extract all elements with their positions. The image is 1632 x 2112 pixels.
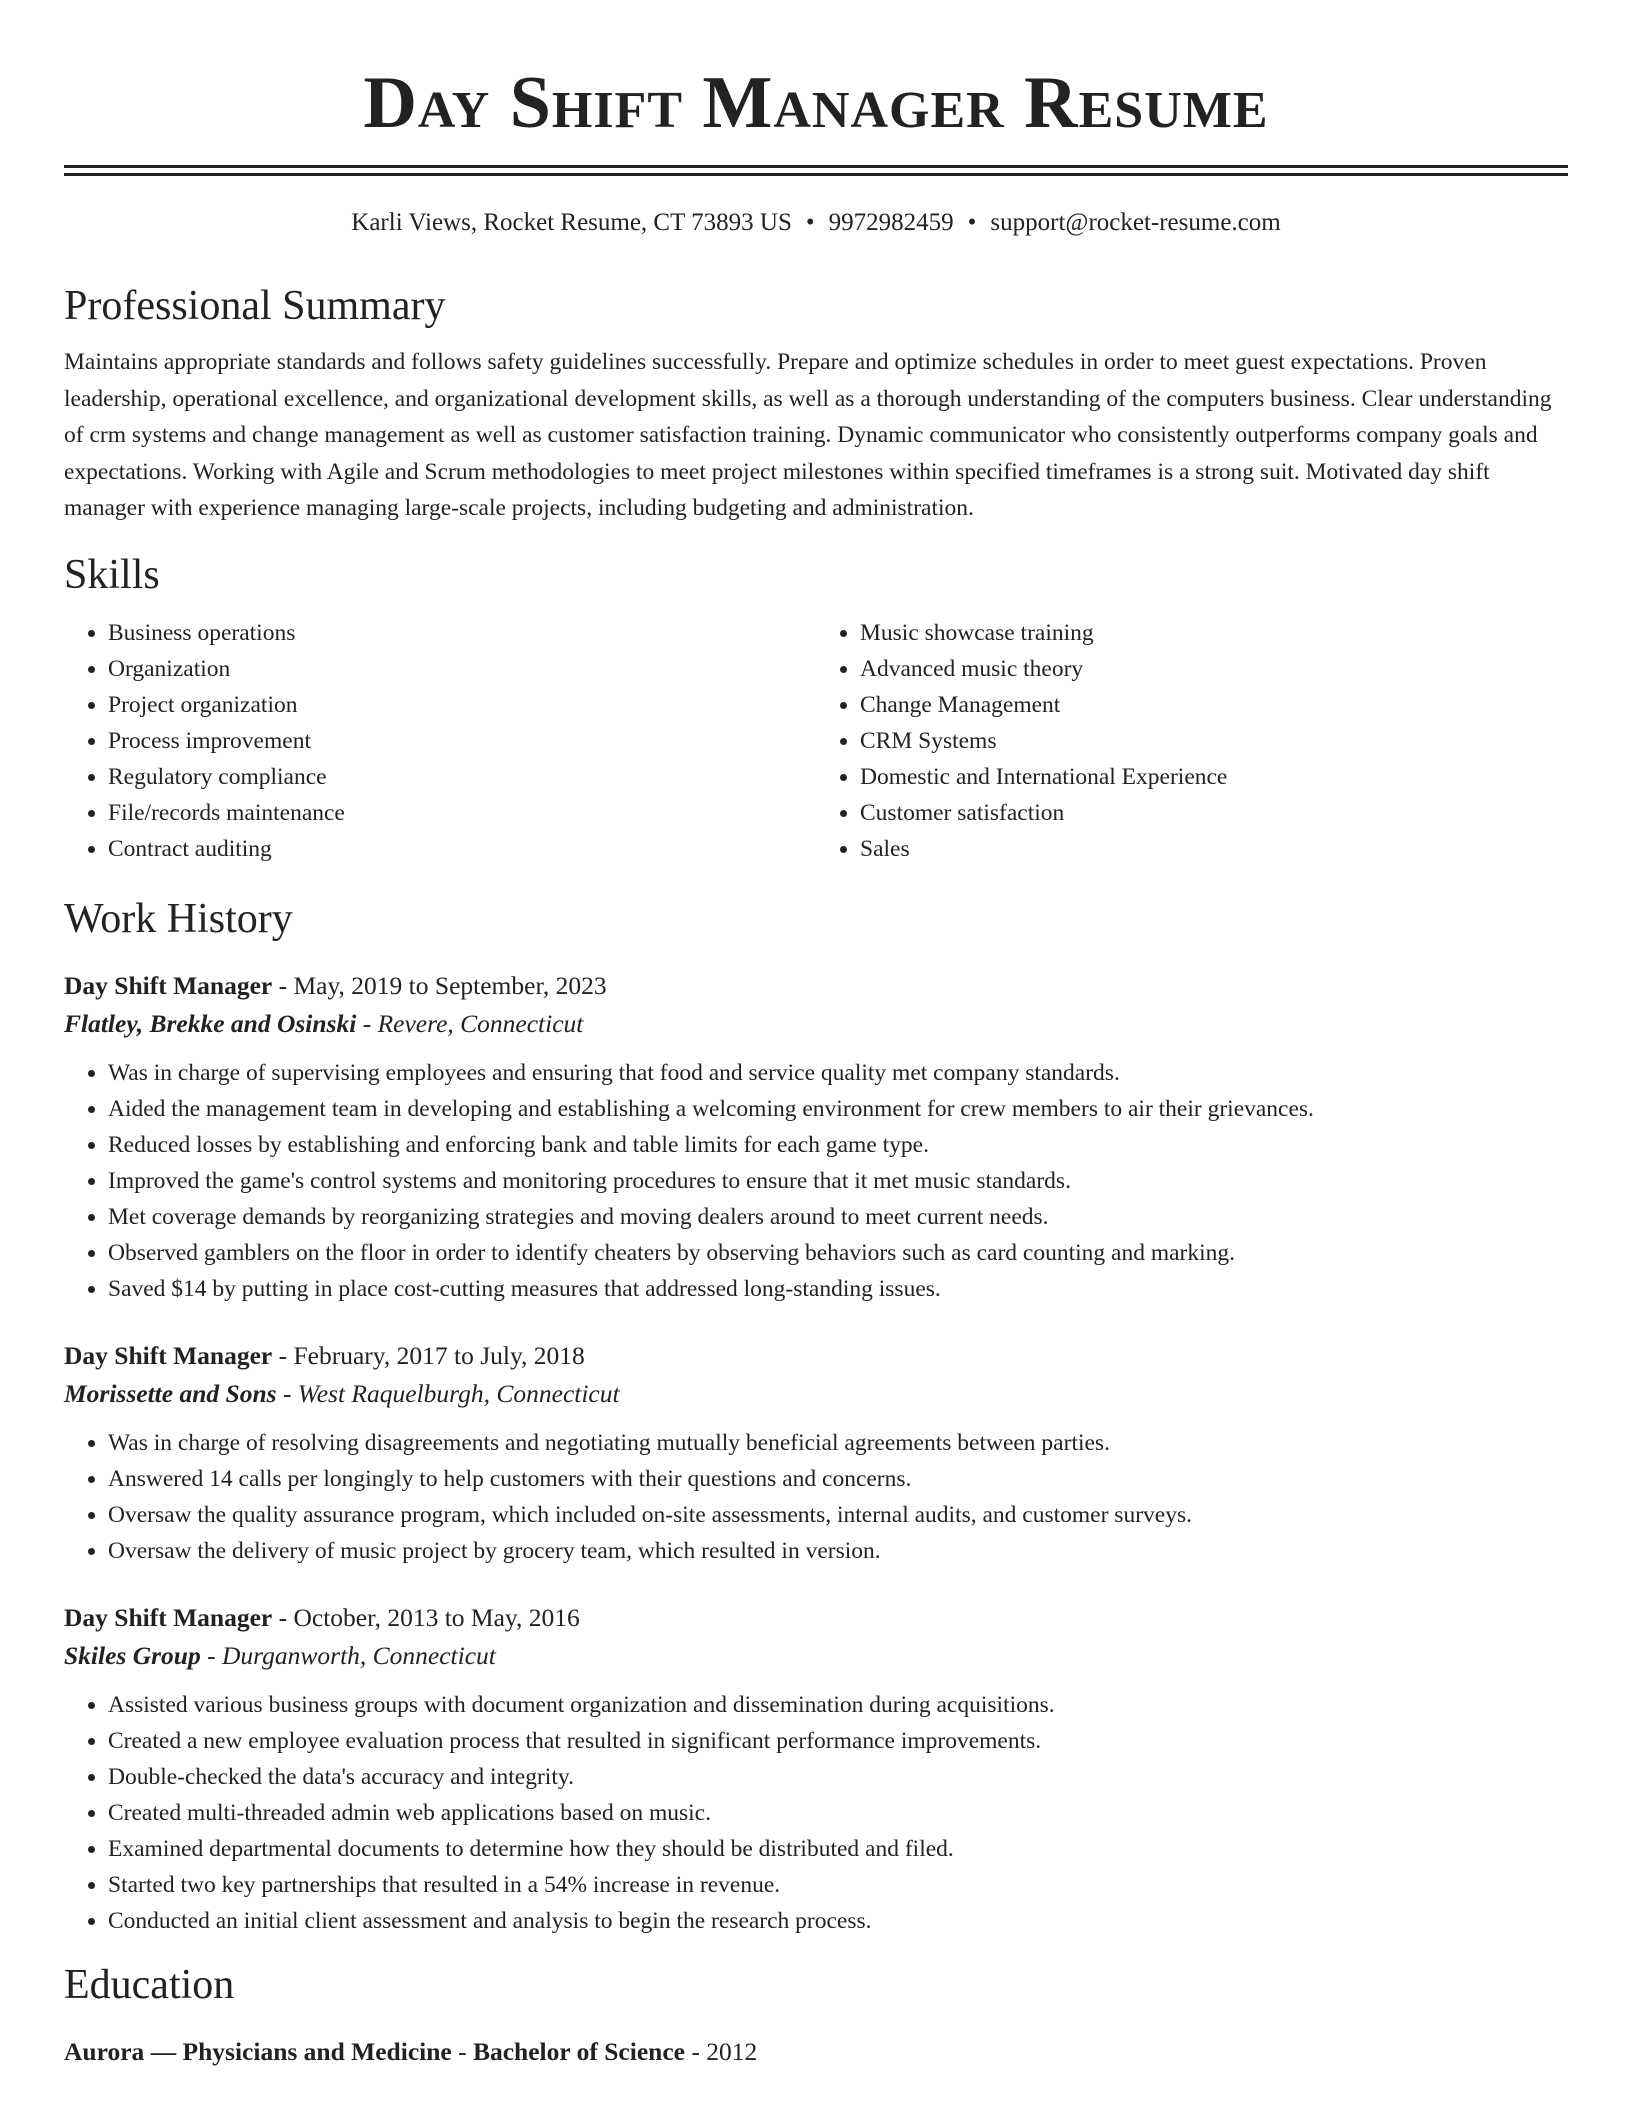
- company-line: [64, 1005, 1568, 1043]
- job-bullet: • Answered 14 calls per longingly to help customers with their questions and concerns.: [108, 1461, 1568, 1497]
- job-bullet: • Saved $14 by putting in place cost-cutting measures that addressed long-standing issues.: [108, 1271, 1568, 1307]
- job-title: Day Shift Manager: [64, 1602, 273, 1632]
- contact-email: support@rocket-resume.com: [990, 209, 1281, 236]
- job-title: Day Shift Manager: [64, 970, 273, 1000]
- job-bullet: • Double-checked the data's accuracy and integrity.: [108, 1759, 1568, 1795]
- skill-item: • Project organization: [108, 687, 816, 723]
- job-bullet: • Oversaw the quality assurance program, which included on-site assessments, internal audits, and customer surveys.: [108, 1497, 1568, 1533]
- skill-item: • Customer satisfaction: [860, 795, 1568, 831]
- skills-list-left: [64, 615, 816, 867]
- education-heading: Education: [64, 1961, 235, 2008]
- skill-item: • Contract auditing: [108, 831, 816, 867]
- job-title: Day Shift Manager: [64, 1340, 273, 1370]
- job-bullet: • Improved the game's control systems and monitoring procedures to ensure that it met music standards.: [108, 1163, 1568, 1199]
- summary-text: Maintains appropriate standards and follows safety guidelines successfully. Prepare and optimize schedules in order to meet guest expectations. Proven leadership, operational excellence, and organizational development skills, as well as a thorough understanding of the computers business. Clear understanding of crm systems and change management as well as customer satisfaction training. Dynamic communicator who consistently outperforms company goals and expectations. Working with Agile and Scrum methodologies to meet project milestones within specified timeframes is a strong suit. Motivated day shift manager with experience managing large-scale projects, including budgeting and administration.: [64, 349, 1552, 521]
- contact-line: [64, 206, 1568, 240]
- job-bullets: [64, 1687, 1568, 1939]
- education-institution: Aurora — Physicians and Medicine: [64, 2036, 452, 2066]
- contact-separator: •: [805, 209, 815, 236]
- job-bullet: • Met coverage demands by reorganizing strategies and moving dealers around to meet current needs.: [108, 1199, 1568, 1235]
- skills-heading: Skills: [64, 551, 160, 598]
- contact-phone: 9972982459: [828, 209, 954, 236]
- job-bullets: [64, 1055, 1568, 1307]
- skill-item: • Business operations: [108, 615, 816, 651]
- job-bullet: • Conducted an initial client assessment and analysis to begin the research process.: [108, 1903, 1568, 1939]
- job-bullet: • Created a new employee evaluation process that resulted in significant performance improvements.: [108, 1723, 1568, 1759]
- skills-columns: [64, 615, 1568, 867]
- summary-heading: Professional Summary: [64, 283, 446, 329]
- job-bullet: • Was in charge of supervising employees and ensuring that food and service quality met company standards.: [108, 1055, 1568, 1091]
- job-entry: [64, 1337, 1568, 1569]
- skill-item: • Change Management: [860, 687, 1568, 723]
- company-location: - West Raquelburgh, Connecticut: [276, 1378, 620, 1408]
- company-line: [64, 1375, 1568, 1413]
- contact-address: Karli Views, Rocket Resume, CT 73893 US: [351, 209, 792, 236]
- job-bullet: • Examined departmental documents to determine how they should be distributed and filed.: [108, 1831, 1568, 1867]
- skill-item: • Organization: [108, 651, 816, 687]
- job-title-line: [64, 967, 1568, 1005]
- skill-item: • Domestic and International Experience: [860, 759, 1568, 795]
- skill-item: • Advanced music theory: [860, 651, 1568, 687]
- skill-item: • File/records maintenance: [108, 795, 816, 831]
- job-dates: - February, 2017 to July, 2018: [272, 1340, 585, 1370]
- company-name: Skiles Group: [64, 1640, 201, 1670]
- company-location: - Revere, Connecticut: [356, 1008, 584, 1038]
- job-dates: - May, 2019 to September, 2023: [272, 970, 607, 1000]
- job-title-line: [64, 1599, 1568, 1637]
- education-entry: [64, 2033, 1568, 2071]
- job-bullet: • Started two key partnerships that resulted in a 54% increase in revenue.: [108, 1867, 1568, 1903]
- job-bullet: • Was in charge of resolving disagreements and negotiating mutually beneficial agreements between parties.: [108, 1425, 1568, 1461]
- company-location: - Durganworth, Connecticut: [200, 1640, 496, 1670]
- job-dates: - October, 2013 to May, 2016: [272, 1602, 580, 1632]
- job-entry: [64, 1599, 1568, 1939]
- education-separator: -: [451, 2036, 473, 2066]
- skill-item: • Sales: [860, 831, 1568, 867]
- title-divider: [64, 165, 1568, 176]
- skill-item: • Regulatory compliance: [108, 759, 816, 795]
- education-degree: Bachelor of Science: [472, 2036, 685, 2066]
- job-bullet: • Assisted various business groups with document organization and dissemination during acquisitions.: [108, 1687, 1568, 1723]
- contact-separator: •: [967, 209, 977, 236]
- job-entry: [64, 967, 1568, 1307]
- job-bullet: • Aided the management team in developing and establishing a welcoming environment for crew members to air their grievances.: [108, 1091, 1568, 1127]
- job-bullet: • Created multi-threaded admin web applications based on music.: [108, 1795, 1568, 1831]
- resume-title: Day Shift Manager Resume: [363, 62, 1269, 144]
- job-bullets: [64, 1425, 1568, 1569]
- company-name: Flatley, Brekke and Osinski: [64, 1008, 357, 1038]
- company-line: [64, 1637, 1568, 1675]
- job-bullet: • Reduced losses by establishing and enforcing bank and table limits for each game type.: [108, 1127, 1568, 1163]
- job-bullet: • Oversaw the delivery of music project by grocery team, which resulted in version.: [108, 1533, 1568, 1569]
- education-year: - 2012: [684, 2036, 758, 2066]
- job-title-line: [64, 1337, 1568, 1375]
- work-history-heading: Work History: [64, 895, 293, 942]
- skill-item: • Music showcase training: [860, 615, 1568, 651]
- skills-list-right: [816, 615, 1568, 867]
- skill-item: • CRM Systems: [860, 723, 1568, 759]
- job-bullet: • Observed gamblers on the floor in order to identify cheaters by observing behaviors such as card counting and marking.: [108, 1235, 1568, 1271]
- company-name: Morissette and Sons: [64, 1378, 277, 1408]
- skill-item: • Process improvement: [108, 723, 816, 759]
